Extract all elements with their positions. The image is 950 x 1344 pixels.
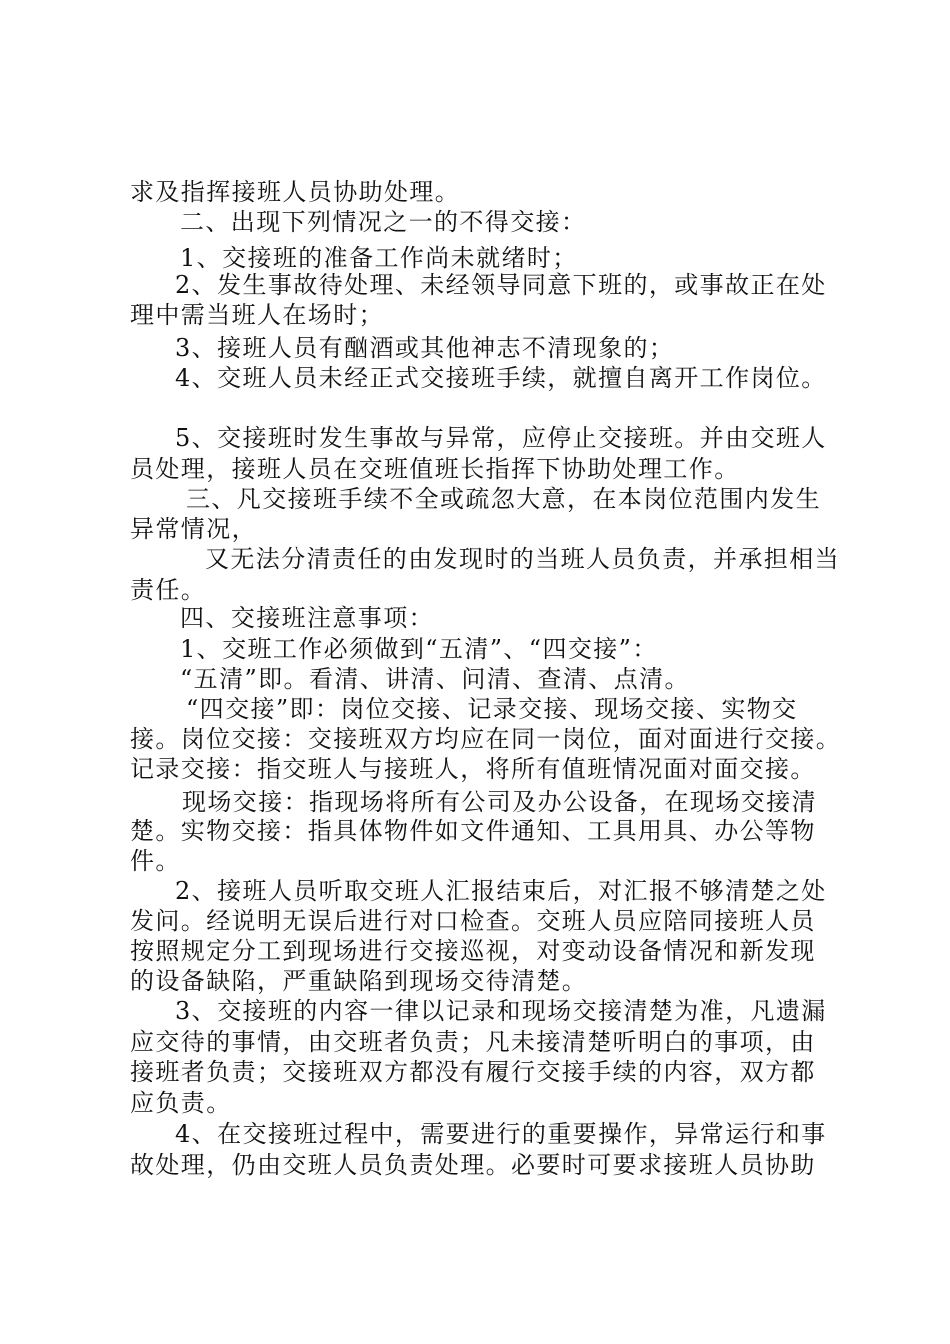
list-item: 2、接班人员听取交班人汇报结束后，对汇报不够清楚之处	[175, 877, 827, 905]
list-item: 5、交接班时发生事故与异常，应停止交接班。并由交班人	[175, 424, 827, 452]
section-heading: 三、凡交接班手续不全或疏忽大意，在本岗位范围内发生	[186, 485, 821, 513]
text-line: 故处理，仍由交班人员负责处理。必要时可要求接班人员协助	[130, 1151, 816, 1179]
text-line: 楚。实物交接：指具体物件如文件通知、工具用具、办公等物	[130, 817, 816, 845]
text-line: “五清”即。看清、讲清、问清、查清、点清。	[180, 665, 690, 693]
text-line: 接班者负责；交接班双方都没有履行交接手续的内容，双方都	[130, 1058, 816, 1086]
text-line: 理中需当班人在场时；	[130, 301, 384, 329]
text-line: 按照规定分工到现场进行交接巡视，对变动设备情况和新发现	[130, 937, 816, 965]
text-line: 应交待的事情，由交班者负责；凡未接清楚听明白的事项，由	[130, 1028, 816, 1056]
list-item: 4、交班人员未经正式交接班手续，就擅自离开工作岗位。	[175, 364, 827, 392]
list-item: 4、在交接班过程中，需要进行的重要操作，异常运行和事	[175, 1120, 827, 1148]
text-line: 责任。	[130, 576, 207, 604]
list-item: 1、交班工作必须做到“五清”、“四交接”：	[180, 635, 658, 663]
list-item: 2、发生事故待处理、未经领导同意下班的，或事故正在处	[175, 271, 827, 299]
text-line: 异常情况，	[130, 515, 257, 543]
text-line: “四交接”即：岗位交接、记录交接、现场交接、实物交	[186, 695, 798, 723]
text-line: 记录交接：指交班人与接班人，将所有值班情况面对面交接。	[130, 755, 816, 783]
text-line: 现场交接：指现场将所有公司及办公设备，在现场交接清	[182, 788, 817, 816]
text-line: 求及指挥接班人员协助处理。	[130, 178, 461, 206]
text-line: 应负责。	[130, 1089, 232, 1117]
text-line: 的设备缺陷，严重缺陷到现场交待清楚。	[130, 967, 588, 995]
list-item: 3、交接班的内容一律以记录和现场交接清楚为准，凡遗漏	[175, 997, 827, 1025]
text-line: 员处理，接班人员在交班值班长指挥下协助处理工作。	[130, 455, 740, 483]
text-line: 件。	[130, 847, 181, 875]
text-line: 接。岗位交接：交接班双方均应在同一岗位，面对面进行交接。	[130, 725, 842, 753]
text-line: 又无法分清责任的由发现时的当班人员负责，并承担相当	[205, 545, 840, 573]
section-heading: 二、出现下列情况之一的不得交接：	[180, 208, 587, 236]
list-item: 1、交接班的准备工作尚未就绪时；	[180, 244, 578, 272]
text-line: 发问。经说明无误后进行对口检查。交班人员应陪同接班人员	[130, 907, 816, 935]
list-item: 3、接班人员有酗酒或其他神志不清现象的；	[175, 334, 675, 362]
section-heading: 四、交接班注意事项：	[180, 604, 434, 632]
